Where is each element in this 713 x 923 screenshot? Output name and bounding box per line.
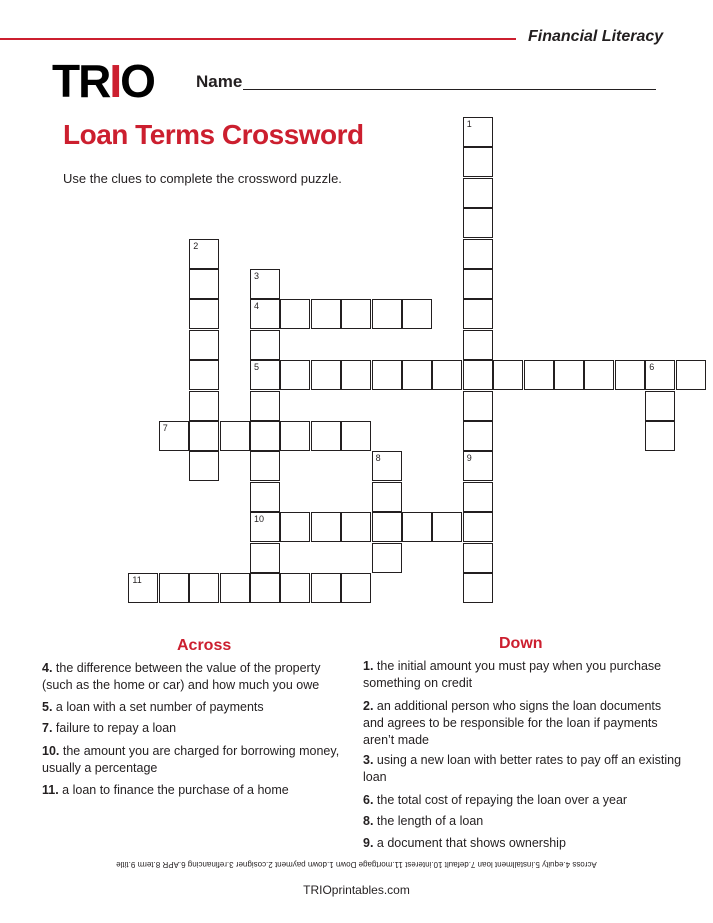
crossword-cell[interactable] [372,543,402,573]
crossword-cell[interactable] [250,573,280,603]
crossword-cell[interactable] [584,360,614,390]
across-clue-text: the amount you are charged for borrowing money, usually a percentage [42,744,340,775]
crossword-cell[interactable] [250,451,280,481]
down-clue-number: 6. [363,793,377,807]
crossword-cell[interactable] [189,360,219,390]
across-clue [42,720,354,737]
crossword-cell[interactable] [463,451,493,481]
across-clue-text: the difference between the value of the property (such as the home or car) and how much you owe [42,661,321,692]
crossword-cell[interactable] [463,147,493,177]
crossword-cell[interactable] [311,573,341,603]
crossword-cell[interactable] [189,299,219,329]
crossword-cell[interactable] [189,391,219,421]
crossword-cell[interactable] [220,421,250,451]
clue-number: 9 [466,453,472,464]
across-clue-number: 7. [42,721,56,735]
crossword-cell[interactable] [645,360,675,390]
crossword-cell[interactable] [189,573,219,603]
header-rule [0,38,516,40]
crossword-cell[interactable] [250,512,280,542]
crossword-cell[interactable] [341,360,371,390]
down-clue [363,752,683,786]
crossword-cell[interactable] [128,573,158,603]
down-clue-text: the length of a loan [376,814,484,828]
down-clue-text: the initial amount you must pay when you purchase something on credit [363,659,662,690]
across-clue-number: 5. [42,700,56,714]
crossword-cell[interactable] [645,391,675,421]
across-clue-text: failure to repay a loan [55,721,177,735]
crossword-cell[interactable] [645,421,675,451]
crossword-cell[interactable] [372,299,402,329]
across-clue [42,660,354,694]
answer-key: Across 4.equity 5.installment loan 7.default 10.interest 11.mortgage Down 1.down payment 2.cosigner 3.refinancing 6.APR 8.term 9.title [116,860,597,869]
crossword-cell[interactable] [463,421,493,451]
crossword-cell[interactable] [432,360,462,390]
across-clue-number: 11. [42,783,63,797]
crossword-cell[interactable] [250,269,280,299]
clue-number: 10 [254,514,265,525]
across-heading: Across [177,637,232,654]
crossword-cell[interactable] [250,330,280,360]
crossword-cell[interactable] [250,360,280,390]
crossword-cell[interactable] [676,360,706,390]
down-clue [363,813,683,830]
across-clue-text: a loan to finance the purchase of a home [62,783,289,797]
clue-number: 2 [193,240,199,251]
across-clue-number: 4. [42,661,56,675]
crossword-cell[interactable] [463,391,493,421]
crossword-cell[interactable] [463,482,493,512]
crossword-cell[interactable] [372,360,402,390]
crossword-cell[interactable] [402,299,432,329]
down-clue-text: using a new loan with better rates to pay off an existing loan [363,753,682,784]
crossword-cell[interactable] [159,573,189,603]
crossword-cell[interactable] [280,299,310,329]
crossword-cell[interactable] [250,421,280,451]
crossword-cell[interactable] [250,543,280,573]
crossword-cell[interactable] [402,360,432,390]
down-clue [363,698,683,749]
crossword-cell[interactable] [341,299,371,329]
trio-logo [52,55,154,107]
down-clue-text: the total cost of repaying the loan over a year [376,793,628,807]
across-clue-number: 10. [42,744,63,758]
crossword-cell[interactable] [311,512,341,542]
crossword-cell[interactable] [250,391,280,421]
down-clue [363,658,683,692]
crossword-cell[interactable] [341,421,371,451]
category-label: Financial Literacy [528,28,664,45]
crossword-cell[interactable] [463,360,493,390]
crossword-cell[interactable] [463,269,493,299]
down-clue [363,792,683,809]
down-clue-number: 1. [363,659,377,673]
clue-number: 7 [162,423,168,433]
down-clue [363,835,683,852]
crossword-cell[interactable] [463,299,493,329]
crossword-cell[interactable] [159,421,189,451]
crossword-cell[interactable] [463,178,493,208]
down-clue-text: a document that shows ownership [376,836,566,850]
crossword-cell[interactable] [463,543,493,573]
crossword-cell[interactable] [311,360,341,390]
crossword-cell[interactable] [189,421,219,451]
clue-number: 4 [254,301,260,312]
crossword-cell[interactable] [189,330,219,360]
across-clue-text: a loan with a set number of payments [55,700,264,714]
clue-number: 11 [132,575,142,585]
crossword-cell[interactable] [463,512,493,542]
crossword-cell[interactable] [250,482,280,512]
crossword-cell[interactable] [372,512,402,542]
crossword-cell[interactable] [189,451,219,481]
crossword-cell[interactable] [463,208,493,238]
page-title: Loan Terms Crossword [63,119,364,150]
crossword-cell[interactable] [280,512,310,542]
crossword-cell[interactable] [402,512,432,542]
down-clue-number: 8. [363,814,377,828]
crossword-cell[interactable] [341,512,371,542]
logo-text-1: TR [52,55,110,107]
logo-text-2: I [109,55,121,107]
crossword-cell[interactable] [463,239,493,269]
down-clue-number: 2. [363,699,377,713]
down-clue-number: 3. [363,753,377,767]
crossword-cell[interactable] [341,573,371,603]
clue-number: 1 [466,119,472,129]
crossword-cell[interactable] [311,299,341,329]
clue-number: 6 [649,362,655,373]
crossword-cell[interactable] [220,573,250,603]
clue-number: 5 [254,362,260,373]
crossword-cell[interactable] [280,573,310,603]
clue-number: 8 [375,453,381,464]
crossword-cell[interactable] [189,239,219,269]
crossword-cell[interactable] [463,117,493,147]
clue-number: 3 [254,271,260,281]
crossword-cell[interactable] [372,451,402,481]
name-field-line[interactable] [243,89,656,90]
logo-text-3: O [120,55,154,107]
crossword-cell[interactable] [463,573,493,603]
crossword-cell[interactable] [311,421,341,451]
down-clue-number: 9. [363,836,377,850]
crossword-cell[interactable] [493,360,523,390]
crossword-cell[interactable] [372,482,402,512]
crossword-cell[interactable] [524,360,554,390]
footer-url: TRIOprintables.com [303,883,410,897]
crossword-cell[interactable] [189,269,219,299]
name-label: Name [196,72,243,91]
down-heading: Down [499,635,543,652]
down-clue-text: an additional person who signs the loan documents and agrees to be responsible for the loan if payments aren’t made [363,699,662,747]
across-clue [42,699,354,716]
across-clue [42,743,354,777]
crossword-cell[interactable] [280,421,310,451]
across-clue [42,782,354,799]
crossword-cell[interactable] [432,512,462,542]
crossword-cell[interactable] [554,360,584,390]
crossword-cell[interactable] [463,330,493,360]
instructions: Use the clues to complete the crossword puzzle. [63,171,342,186]
crossword-cell[interactable] [280,360,310,390]
crossword-cell[interactable] [615,360,645,390]
crossword-cell[interactable] [250,299,280,329]
